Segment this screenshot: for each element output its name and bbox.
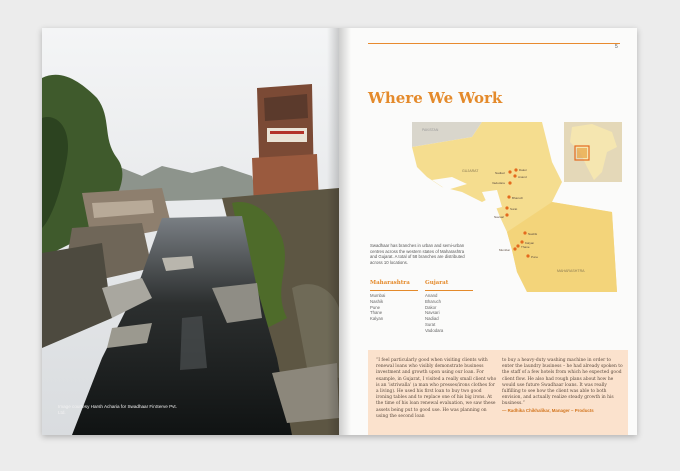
- testimonial-attribution: — Radhika Chikhalikar, Manager – Products: [502, 407, 594, 413]
- left-page-photo: [42, 28, 339, 435]
- gujarat-locations: [425, 293, 443, 334]
- maharashtra-heading: Maharashtra: [370, 280, 410, 286]
- list-item: Nashik: [370, 298, 384, 304]
- list-item: Pune: [370, 304, 381, 310]
- list-item: Bharuch: [425, 298, 442, 304]
- list-item: Nadiad: [425, 316, 439, 322]
- list-item: Vadodara: [425, 327, 444, 333]
- photo-credit: Image courtesy Harsh Acharia for Swadhaar FinServe Pvt. Ltd.: [58, 404, 177, 415]
- testimonial-box: [368, 350, 628, 435]
- svg-text:Nadiad: Nadiad: [495, 171, 505, 175]
- region-map: [412, 122, 622, 292]
- svg-text:Dakor: Dakor: [519, 168, 528, 172]
- svg-text:Nashik: Nashik: [528, 232, 538, 236]
- testimonial-col-2: [502, 358, 624, 415]
- svg-text:Surat: Surat: [510, 207, 518, 211]
- map-label-gujarat: GUJARAT: [462, 169, 479, 173]
- brochure-spread: [42, 28, 637, 435]
- gujarat-rule: [425, 290, 473, 291]
- testimonial-col-1: “I feel particularly good when visiting clients with renewal loans who visibly demonstrate business investment and growth upon using our loan. For example, in Gujarat, I visited a really small client who is an ‘istriwalla’ (a man who presses/irons clothes for a living). He used his first loan to buy two good ironing tables and to replace one of his big irons. At the time of his loan renewal evaluation, we saw these assets being put to good use. He was planning on using the second loan: [376, 358, 497, 419]
- svg-text:Navsari: Navsari: [494, 215, 505, 219]
- list-item: Thane: [370, 310, 383, 316]
- gujarat-heading: Gujarat: [425, 280, 449, 286]
- maharashtra-locations: [370, 293, 385, 322]
- svg-text:Mumbai: Mumbai: [499, 248, 510, 252]
- svg-text:Thane: Thane: [521, 245, 530, 249]
- list-item: Mumbai: [370, 293, 386, 298]
- map-label-pakistan: PAKISTAN: [422, 128, 439, 132]
- svg-text:Anand: Anand: [518, 175, 527, 179]
- maharashtra-rule: [370, 290, 418, 291]
- testimonial-text: to buy a heavy-duty washing machine in order to enter the laundry business – he had already spoken to the staff of a few hotels from which he expected good client flow. He also had rough plans about how he would use future Swadhaar loans. It was really fulfilling to see how the client was able to both envision, and actually realize steady growth in his business.”: [502, 358, 623, 407]
- svg-text:Kalyan: Kalyan: [525, 241, 535, 245]
- map-label-maharashtra: MAHARASHTRA: [557, 269, 585, 273]
- header-rule: [368, 43, 620, 44]
- svg-text:Vadodara: Vadodara: [492, 181, 505, 185]
- city-dakor: [514, 168, 527, 172]
- right-page: [339, 28, 637, 435]
- canal-photo: [42, 28, 339, 435]
- svg-text:Bharuch: Bharuch: [512, 196, 524, 200]
- list-item: Anand: [425, 293, 438, 298]
- svg-text:Pune: Pune: [531, 255, 539, 259]
- list-item: Kalyan: [370, 316, 384, 322]
- page-title: Where We Work: [368, 89, 503, 107]
- list-item: Navsari: [425, 310, 440, 316]
- page-number: 5: [615, 44, 618, 50]
- list-item: Surat: [425, 321, 436, 327]
- intro-text: Swadhaar has branches in urban and semi-urban centres across the western states of Maharashtra and Gujarat. A total of 58 branches are distributed across 10 locations.: [370, 243, 465, 265]
- list-item: Dakor: [425, 304, 437, 310]
